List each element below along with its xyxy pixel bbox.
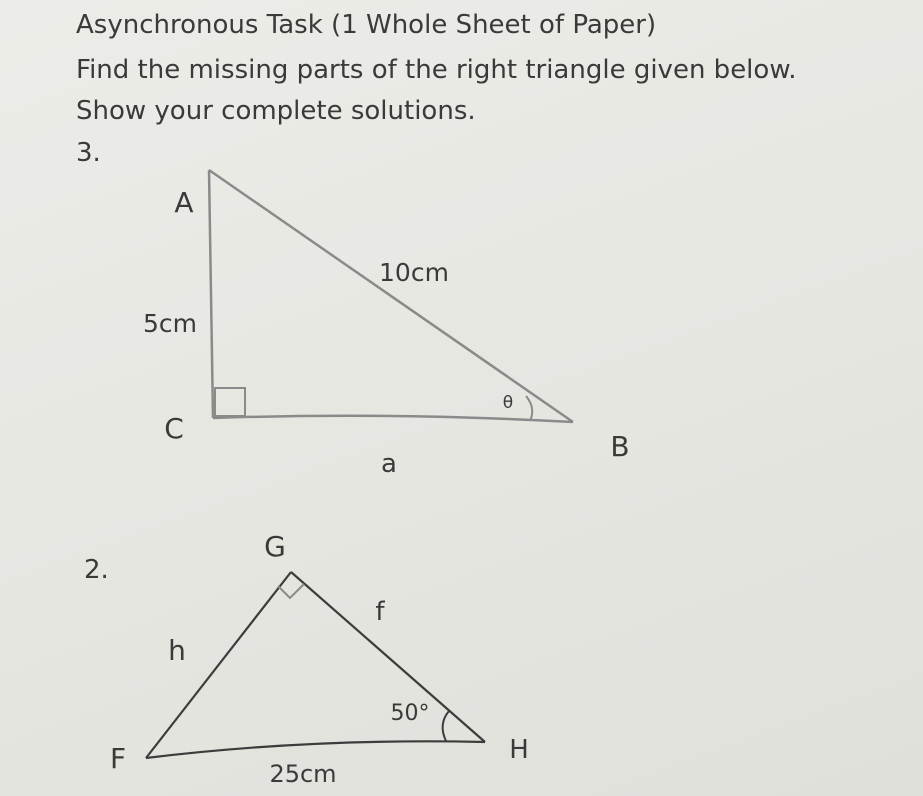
side-gh bbox=[291, 572, 485, 742]
side-fh bbox=[146, 741, 485, 758]
side-fh-label: 25cm bbox=[269, 760, 337, 788]
vertex-g-label: G bbox=[264, 530, 286, 563]
side-ab bbox=[209, 170, 573, 422]
angle-h-arc bbox=[443, 711, 449, 741]
task-instruction-2: Show your complete solutions. bbox=[76, 96, 476, 126]
side-gh-label: f bbox=[375, 597, 385, 627]
vertex-b-label: B bbox=[610, 430, 630, 463]
side-fg-label: h bbox=[168, 634, 186, 667]
triangle-abc bbox=[209, 170, 573, 422]
angle-h-label: 50° bbox=[390, 701, 430, 726]
side-ac-label: 5cm bbox=[142, 309, 198, 338]
task-instruction: Find the missing parts of the right triangle given below. bbox=[76, 55, 797, 85]
vertex-c-label: C bbox=[164, 412, 184, 445]
right-angle-marker-c bbox=[215, 388, 245, 416]
problem-2-number: 2. bbox=[84, 555, 109, 585]
triangle-fgh bbox=[146, 572, 485, 758]
task-title: Asynchronous Task (1 Whole Sheet of Paper) bbox=[76, 10, 657, 40]
side-ab-label: 10cm bbox=[379, 258, 449, 287]
right-angle-marker-g bbox=[278, 584, 304, 598]
angle-b-arc bbox=[526, 396, 532, 421]
side-cb-label: a bbox=[381, 449, 397, 479]
side-ac bbox=[209, 170, 213, 418]
vertex-a-label: A bbox=[174, 186, 194, 219]
side-cb bbox=[213, 416, 573, 422]
vertex-h-label: H bbox=[509, 735, 529, 765]
problem-3-number: 3. bbox=[76, 138, 101, 168]
vertex-f-label: F bbox=[109, 742, 127, 775]
angle-b-label: θ bbox=[502, 393, 514, 413]
